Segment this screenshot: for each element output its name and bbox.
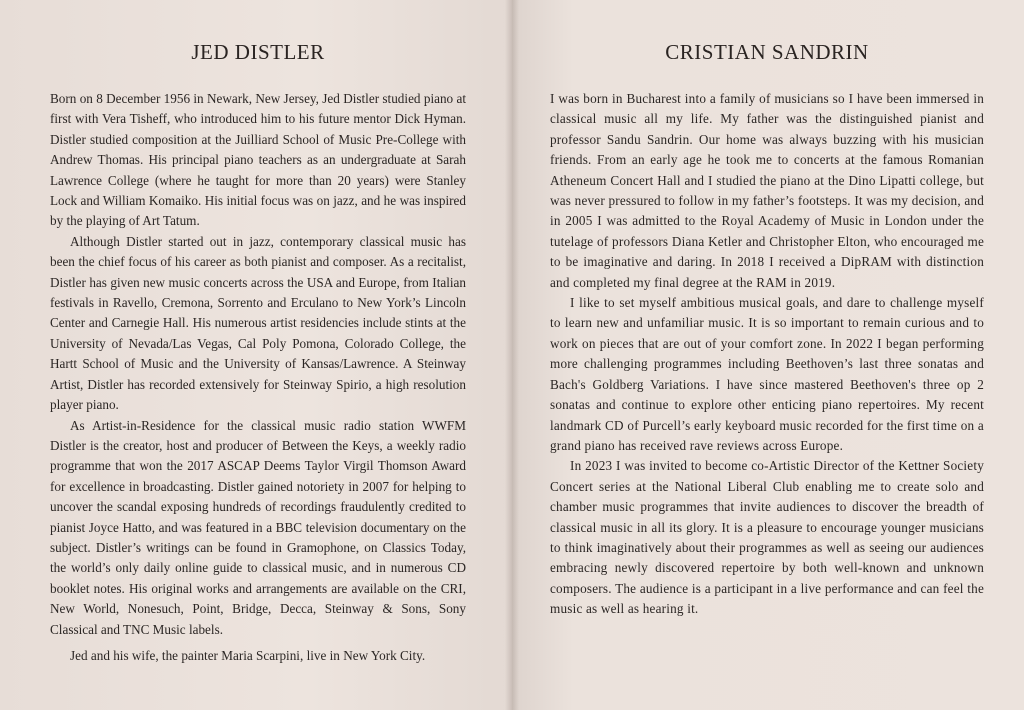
left-paragraph-4: Jed and his wife, the painter Maria Scarpini, live in New York City. [70,647,426,663]
right-paragraph-3: In 2023 I was invited to become co-Artistic Director of the Kettner Society Concert series at the National Liberal Club enabling me to create solo and chamber music programmes that invite audiences to discover the breadth of classical music in all its glory. It is a pleasure to encourage younger musicians to think imaginatively about their programmes as well as seeing our audiences embracing newly discovered repertoire by both well-known and unknown composers. The audience is a participant in a live performance and can feel the music as well as hearing it. [550,458,984,617]
right-page-biography [550,89,984,620]
left-paragraph-2: Although Distler started out in jazz, contemporary classical music has been the chief focus of his career as both pianist and composer. As a recitalist, Distler has given new music concerts across the USA and Europe, from Italian festivals in Ravello, Cremona, Sorrento and Erculano to New York’s Lincoln Center and Carnegie Hall. His numerous artist residencies include stints at the University of Nevada/Las Vegas, Cal Poly Pomona, Colorado College, the Hartt School of Music and the University of Kansas/Lawrence. A Steinway Artist, Distler has recorded extensively for Steinway Spirio, a high resolution player piano. [50,233,466,413]
left-page-biography [50,89,466,666]
left-paragraph-1: Born on 8 December 1956 in Newark, New Jersey, Jed Distler studied piano at first with Vera Tisheff, who introduced him to his future mentor Dick Hyman. Distler studied composition at the Juilliard School of Music Pre-College with Andrew Thomas. His principal piano teachers as an undergraduate at Sarah Lawrence College (where he taught for more than 20 years) were Stanley Lock and William Komaiko. His initial focus was on jazz, and he was inspired by the playing of Art Tatum. [50,91,466,229]
left-page-heading: JED DISTLER [191,40,325,64]
right-paragraph-2: I like to set myself ambitious musical goals, and dare to challenge myself to learn new and unfamiliar music. It is so important to remain curious and to work on pieces that are out of your comfort zone. In 2022 I began performing more challenging programmes including Beethoven’s last three sonatas and Bach's Goldberg Variations. I have since mastered Beethoven's three op 2 sonatas and continue to explore other enticing piano repertoires. My recent landmark CD of Purcell’s early keyboard music recorded for the first time on a grand piano has received rave reviews across Europe. [550,295,984,453]
right-page-heading: CRISTIAN SANDRIN [665,40,869,64]
right-page [512,0,1024,710]
left-paragraph-3: As Artist-in-Residence for the classical music radio station WWFM Distler is the creator, host and producer of Between the Keys, a weekly radio programme that won the 2017 ASCAP Deems Taylor Virgil Thomson Award for excellence in broadcasting. Distler gained notoriety in 2007 for helping to uncover the scandal exposing hundreds of recordings fraudulently credited to pianist Joyce Hatto, and was featured in a BBC television documentary on the subject. Distler’s writings can be found in Gramophone, on Classics Today, the world’s only daily online guide to classical music, and in numerous CD booklet notes. His original works and arrangements are available on the CRI, New World, Nonesuch, Point, Bridge, Decca, Steinway & Sons, Sony Classical and TNC Music labels. [50,417,466,637]
right-paragraph-1: I was born in Bucharest into a family of musicians so I have been immersed in classical music all my life. My father was the distinguished pianist and professor Sandu Sandrin. Our home was always buzzing with his musician friends. From an early age he took me to concerts at the famous Romanian Atheneum Concert Hall and I studied the piano at the Dino Lipatti college, but was never pressured to follow in my father’s footsteps. It was my decision, and in 2005 I was admitted to the Royal Academy of Music in London under the tutelage of professors Diana Ketler and Christopher Elton, who encouraged me to be imaginative and daring. In 2018 I received a DipRAM with distinction and completed my final degree at the RAM in 2019. [550,91,984,290]
